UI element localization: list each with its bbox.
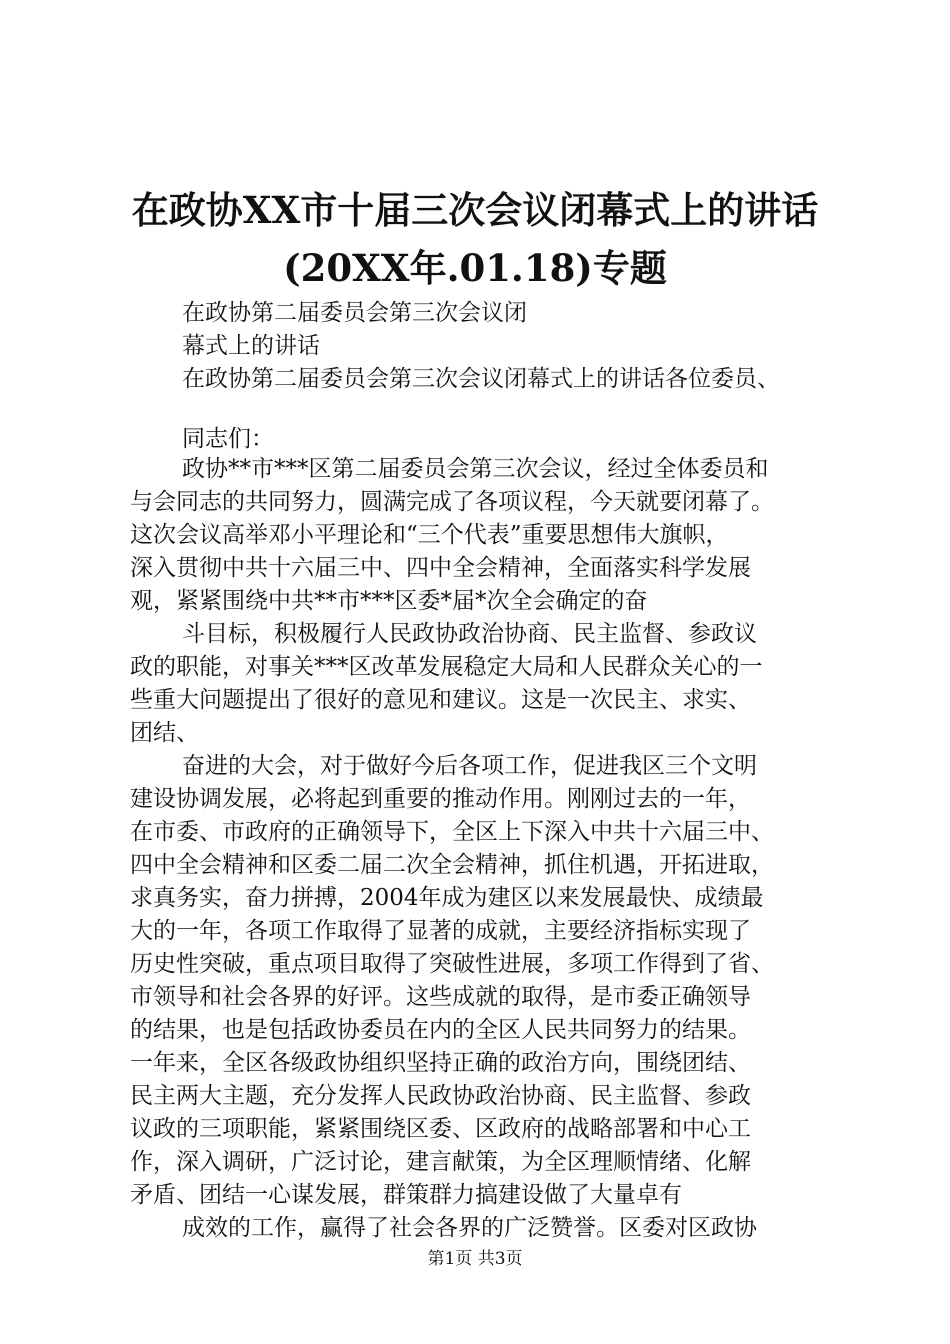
body-line: 些重大问题提出了很好的意见和建议。这是一次民主、求实、	[130, 687, 751, 713]
body-line: 大的一年，各项工作取得了显著的成就，主要经济指标实现了	[130, 918, 751, 944]
document-title-line-2: (20XX年.01.18)专题	[283, 246, 667, 290]
body-line: 市领导和社会各界的好评。这些成就的取得，是市委正确领导	[130, 984, 751, 1010]
body-line: 一年来，全区各级政协组织坚持正确的政治方向，围绕团结、	[130, 1050, 751, 1076]
body-line: 与会同志的共同努力，圆满完成了各项议程，今天就要闭幕了。	[130, 489, 774, 515]
page-indicator: 第1页 共3页	[427, 1249, 523, 1269]
body-line: 在市委、市政府的正确领导下，全区上下深入中共十六届三中、	[130, 819, 774, 845]
body-line: 斗目标，积极履行人民政协政治协商、民主监督、参政议	[182, 621, 757, 647]
body-line: 成效的工作，赢得了社会各界的广泛赞誉。区委对区政协	[182, 1215, 757, 1241]
body-line: 议政的三项职能，紧紧围绕区委、区政府的战略部署和中心工	[130, 1116, 751, 1142]
body-line: 的结果，也是包括政协委员在内的全区人民共同努力的结果。	[130, 1017, 751, 1043]
body-line: 观，紧紧围绕中共**市***区委*届*次全会确定的奋	[130, 588, 648, 614]
body-line: 建设协调发展，必将起到重要的推动作用。刚刚过去的一年，	[130, 786, 751, 812]
body-line: 民主两大主题，充分发挥人民政协政治协商、民主监督、参政	[130, 1083, 751, 1109]
document-title-line-1: 在政协XX市十届三次会议闭幕式上的讲话	[131, 188, 819, 232]
subtitle-line: 在政协第二届委员会第三次会议闭	[182, 300, 527, 326]
body-line: 在政协第二届委员会第三次会议闭幕式上的讲话各位委员、	[182, 366, 780, 392]
salutation-line: 同志们：	[182, 426, 274, 452]
body-line: 团结、	[130, 720, 199, 746]
body-line: 深入贯彻中共十六届三中、四中全会精神，全面落实科学发展	[130, 555, 751, 581]
body-line: 政的职能，对事关***区改革发展稳定大局和人民群众关心的一	[130, 654, 763, 680]
body-line: 历史性突破，重点项目取得了突破性进展，多项工作得到了省、	[130, 951, 774, 977]
body-line: 四中全会精神和区委二届二次全会精神，抓住机遇，开拓进取，	[130, 852, 774, 878]
body-line: 奋进的大会，对于做好今后各项工作，促进我区三个文明	[182, 753, 757, 779]
body-line: 作，深入调研，广泛讨论，建言献策，为全区理顺情绪、化解	[130, 1149, 751, 1175]
body-line: 这次会议高举邓小平理论和“三个代表”重要思想伟大旗帜，	[130, 522, 729, 548]
body-line: 求真务实，奋力拼搏，2004年成为建区以来发展最快、成绩最	[130, 885, 764, 911]
body-line: 矛盾、团结一心谋发展，群策群力搞建设做了大量卓有	[130, 1182, 682, 1208]
body-line: 政协**市***区第二届委员会第三次会议，经过全体委员和	[182, 456, 769, 482]
subtitle-line: 幕式上的讲话	[182, 333, 320, 359]
